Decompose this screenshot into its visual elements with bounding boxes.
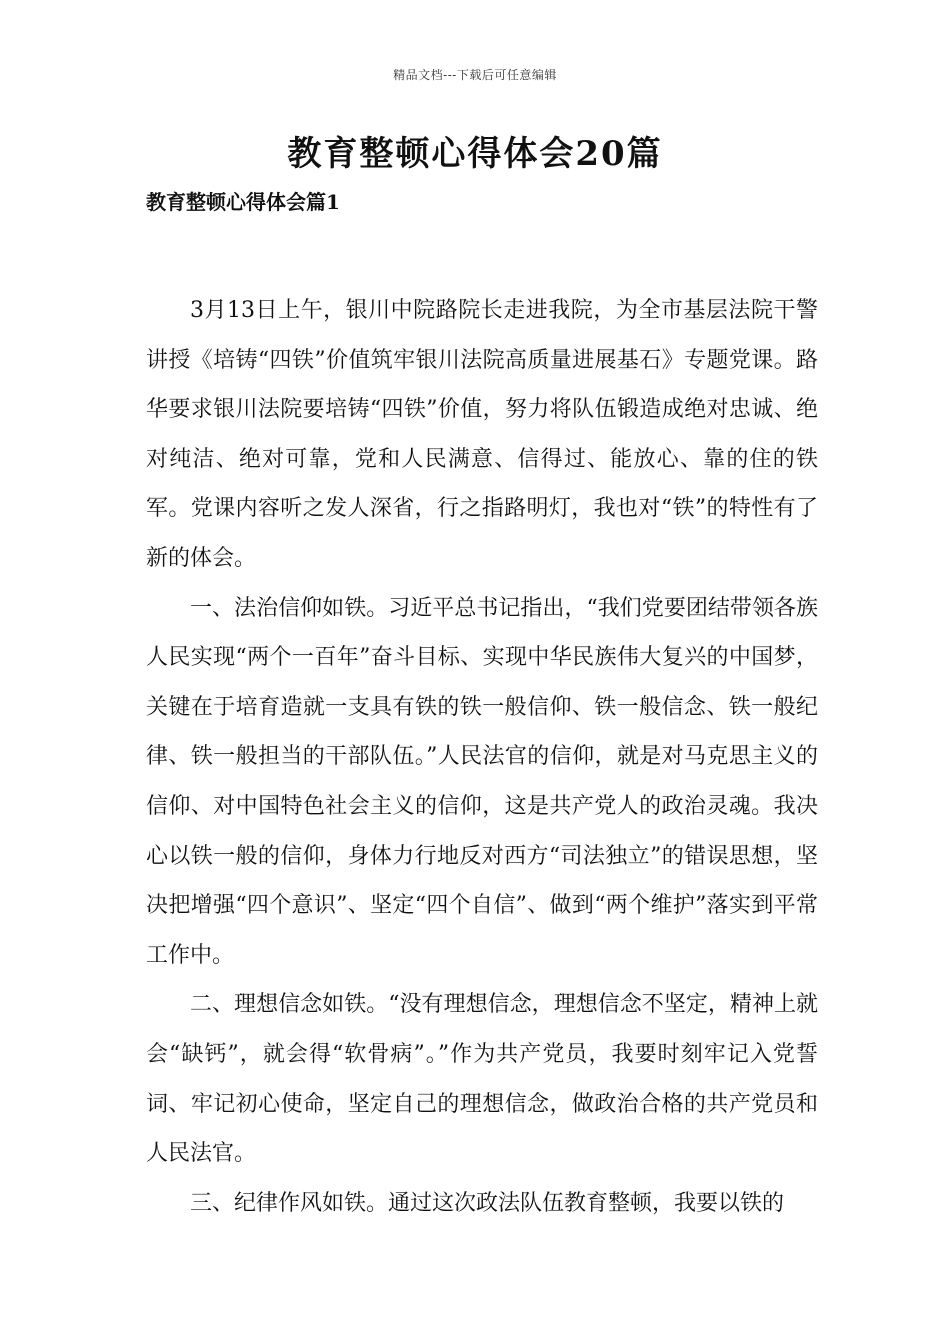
paragraph-point-1: 一、法治信仰如铁。习近平总书记指出，“我们党要团结带领各族人民实现“两个一百年”奋斗目标、实现中华民族伟大复兴的中国梦，关键在于培育造就一支具有铁的铁一般信仰、铁一般信念、铁一般纪律、铁一般担当的干部队伍。”人民法官的信仰，就是对马克思主义的信仰、对中国特色社会主义的信仰，这是共产党人的政治灵魂。我决心以铁一般的信仰，身体力行地反对西方“司法独立”的错误思想，坚决把增强“四个意识”、坚定“四个自信”、做到“两个维护”落实到平常工作中。 xyxy=(146,595,818,968)
paragraph-intro: 3月13日上午，银川中院路院长走进我院，为全市基层法院干警讲授《培铸“四铁”价值筑牢银川法院高质量进展基石》专题党课。路华要求银川法院要培铸“四铁”价值，努力将队伍锻造成绝对忠诚、绝对纯洁、绝对可靠，党和人民满意、信得过、能放心、靠的住的铁军。党课内容听之发人深省，行之指路明灯，我也对“铁”的特性有了新的体会。 xyxy=(146,298,818,571)
paragraph-point-3: 三、纪律作风如铁。通过这次政法队伍教育整顿，我要以铁的 xyxy=(190,1190,785,1216)
paragraph-point-2: 二、理想信念如铁。“没有理想信念，理想信念不坚定，精神上就会“缺钙”，就会得“软骨病”。”作为共产党员，我要时刻牢记入党誓词、牢记初心使命，坚定自己的理想信念，做政治合格的共产党员和人民法官。 xyxy=(146,992,818,1167)
document-body xyxy=(146,286,818,1228)
header-note: 精品文档---下载后可任意编辑 xyxy=(393,68,557,82)
document-title: 教育整顿心得体会20篇 xyxy=(287,134,663,174)
section-title: 教育整顿心得体会篇1 xyxy=(146,190,340,214)
